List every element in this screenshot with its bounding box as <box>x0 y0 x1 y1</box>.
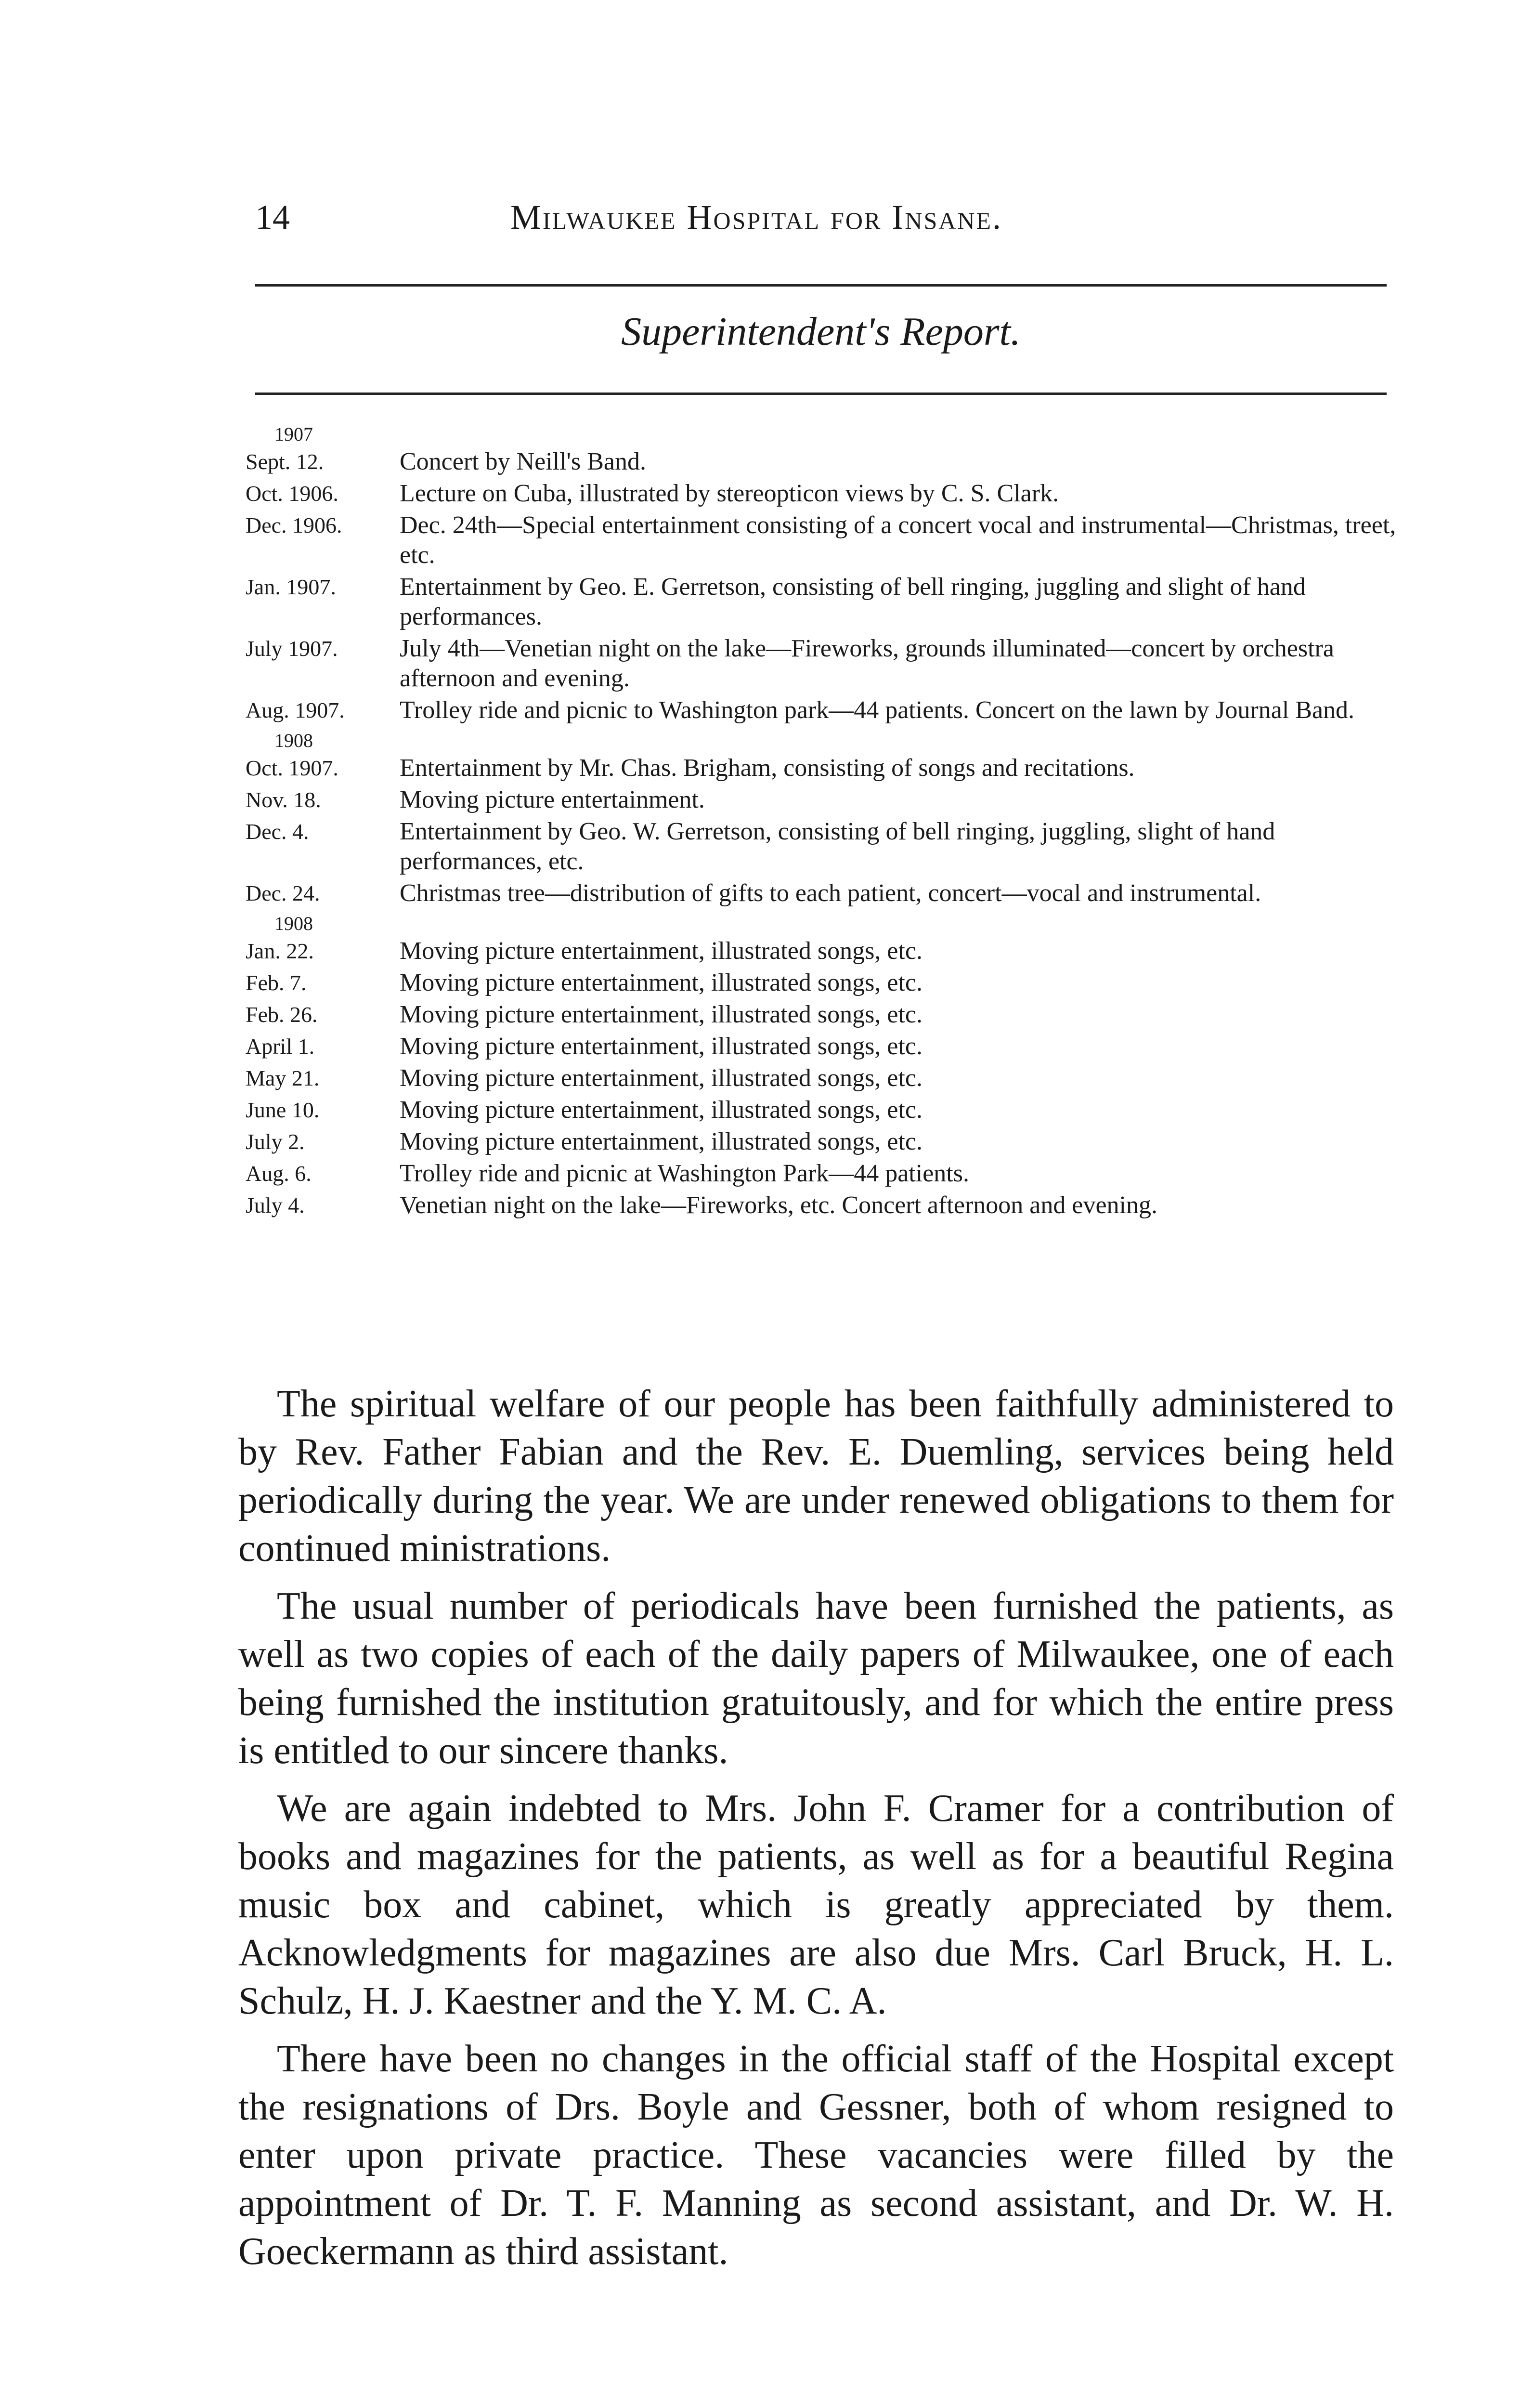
event-description: Entertainment by Geo. W. Gerretson, consisting of bell ringing, juggling, slight of hand performances, etc. <box>400 818 1275 875</box>
event-date: April 1. <box>246 1034 315 1059</box>
event-row <box>246 1063 1401 1093</box>
event-description: Moving picture entertainment, illustrated songs, etc. <box>400 937 922 965</box>
paragraph-periodicals: The usual number of periodicals have been furnished the patients, as well as two copies of each of the daily papers of Milwaukee, one of each being furnished the institution gratuitously, and for which the entire press is entitled to our sincere thanks. <box>238 1585 1394 1772</box>
event-description: Lecture on Cuba, illustrated by stereopticon views by C. S. Clark. <box>400 480 1059 507</box>
event-date: Feb. 7. <box>246 970 307 995</box>
event-description: July 4th—Venetian night on the lake—Fireworks, grounds illuminated—concert by orchestra afternoon and evening. <box>400 635 1334 692</box>
event-row <box>246 1000 1401 1030</box>
event-row <box>246 634 1401 694</box>
event-row <box>246 1127 1401 1157</box>
event-description: Moving picture entertainment, illustrated songs, etc. <box>400 1096 922 1124</box>
event-date: July 2. <box>246 1129 305 1154</box>
event-description: Venetian night on the lake—Fireworks, etc. Concert afternoon and evening. <box>400 1191 1157 1219</box>
event-description: Trolley ride and picnic at Washington Park—44 patients. <box>400 1160 969 1187</box>
year-heading-1908-second: 1908 <box>274 913 313 934</box>
paragraph-spiritual-welfare: The spiritual welfare of our people has been faithfully administered to by Rev. Father Fabian and the Rev. E. Duemling, services being held periodically during the year. We are under renewed obligations to them for continued ministrations. <box>238 1383 1394 1570</box>
event-date: May 21. <box>246 1066 320 1090</box>
events-group-b <box>246 753 1401 908</box>
event-row <box>246 510 1401 570</box>
event-date: Oct. 1907. <box>246 756 338 780</box>
event-date: Aug. 1907. <box>246 698 345 722</box>
events-group-a <box>246 447 1401 725</box>
event-row <box>246 447 1401 477</box>
event-description: Dec. 24th—Special entertainment consisting of a concert vocal and instrumental—Christmas, treet, etc. <box>400 511 1396 569</box>
event-description: Entertainment by Mr. Chas. Brigham, consisting of songs and recitations. <box>400 754 1135 782</box>
event-row <box>246 968 1401 998</box>
event-row <box>246 572 1401 632</box>
event-description: Moving picture entertainment, illustrated songs, etc. <box>400 969 922 996</box>
event-description: Entertainment by Geo. E. Gerretson, consisting of bell ringing, juggling and slight of hand performances. <box>400 573 1306 630</box>
event-date: Aug. 6. <box>246 1161 312 1186</box>
event-row <box>246 878 1401 908</box>
event-date: Jan. 1907. <box>246 575 336 599</box>
paragraph-contributions: We are again indebted to Mrs. John F. Cramer for a contribution of books and magazines for the patients, as well as for a beautiful Regina music box and cabinet, which is greatly appreciated by them. Acknowledgments for magazines are also due Mrs. Carl Bruck, H. L. Schulz, H. J. Kaestner and the Y. M. C. A. <box>238 1787 1394 2022</box>
event-date: Dec. 24. <box>246 881 320 905</box>
event-date: Jan. 22. <box>246 939 314 963</box>
event-date: Dec. 4. <box>246 819 309 844</box>
event-description: Christmas tree—distribution of gifts to each patient, concert—vocal and instrumental. <box>400 879 1261 907</box>
event-date: July 4. <box>246 1193 305 1217</box>
entertainment-list <box>246 419 1401 1222</box>
event-description: Trolley ride and picnic to Washington park—44 patients. Concert on the lawn by Journal Band. <box>400 696 1355 724</box>
event-description: Moving picture entertainment, illustrated songs, etc. <box>400 1128 922 1155</box>
event-date: Dec. 1906. <box>246 513 342 537</box>
event-row <box>246 479 1401 509</box>
report-body <box>238 1380 1394 2285</box>
event-row <box>246 1159 1401 1189</box>
running-title: Milwaukee Hospital for Insane. <box>510 198 1003 236</box>
event-row <box>246 1095 1401 1125</box>
event-row <box>246 785 1401 815</box>
event-date: June 10. <box>246 1098 320 1122</box>
event-description: Moving picture entertainment, illustrated songs, etc. <box>400 1033 922 1060</box>
header-rule-top <box>255 284 1387 287</box>
event-row <box>246 936 1401 966</box>
event-row <box>246 1032 1401 1061</box>
page-number: 14 <box>255 198 290 236</box>
event-row <box>246 817 1401 877</box>
event-row <box>246 1191 1401 1220</box>
event-row <box>246 695 1401 725</box>
event-description: Moving picture entertainment, illustrated songs, etc. <box>400 1064 922 1092</box>
year-heading-1907: 1907 <box>274 423 313 445</box>
event-date: Sept. 12. <box>246 449 324 474</box>
event-row <box>246 753 1401 783</box>
event-date: Nov. 18. <box>246 787 321 812</box>
header-rule-bottom <box>255 393 1387 395</box>
section-title: Superintendent's Report. <box>621 309 1021 354</box>
year-heading-1908: 1908 <box>274 730 313 751</box>
event-date: Feb. 26. <box>246 1002 318 1027</box>
event-date: July 1907. <box>246 636 338 661</box>
event-description: Concert by Neill's Band. <box>400 448 646 475</box>
page-header <box>255 193 1387 250</box>
events-group-c <box>246 936 1401 1220</box>
event-date: Oct. 1906. <box>246 481 338 506</box>
event-description: Moving picture entertainment, illustrated songs, etc. <box>400 1001 922 1028</box>
paragraph-staff-changes: There have been no changes in the official staff of the Hospital except the resignations of Drs. Boyle and Gessner, both of whom resigned to enter upon private practice. These vacancies were filled by the appointment of Dr. T. F. Manning as second assistant, and Dr. W. H. Goeckermann as third assistant. <box>238 2038 1394 2273</box>
event-description: Moving picture entertainment. <box>400 786 705 813</box>
